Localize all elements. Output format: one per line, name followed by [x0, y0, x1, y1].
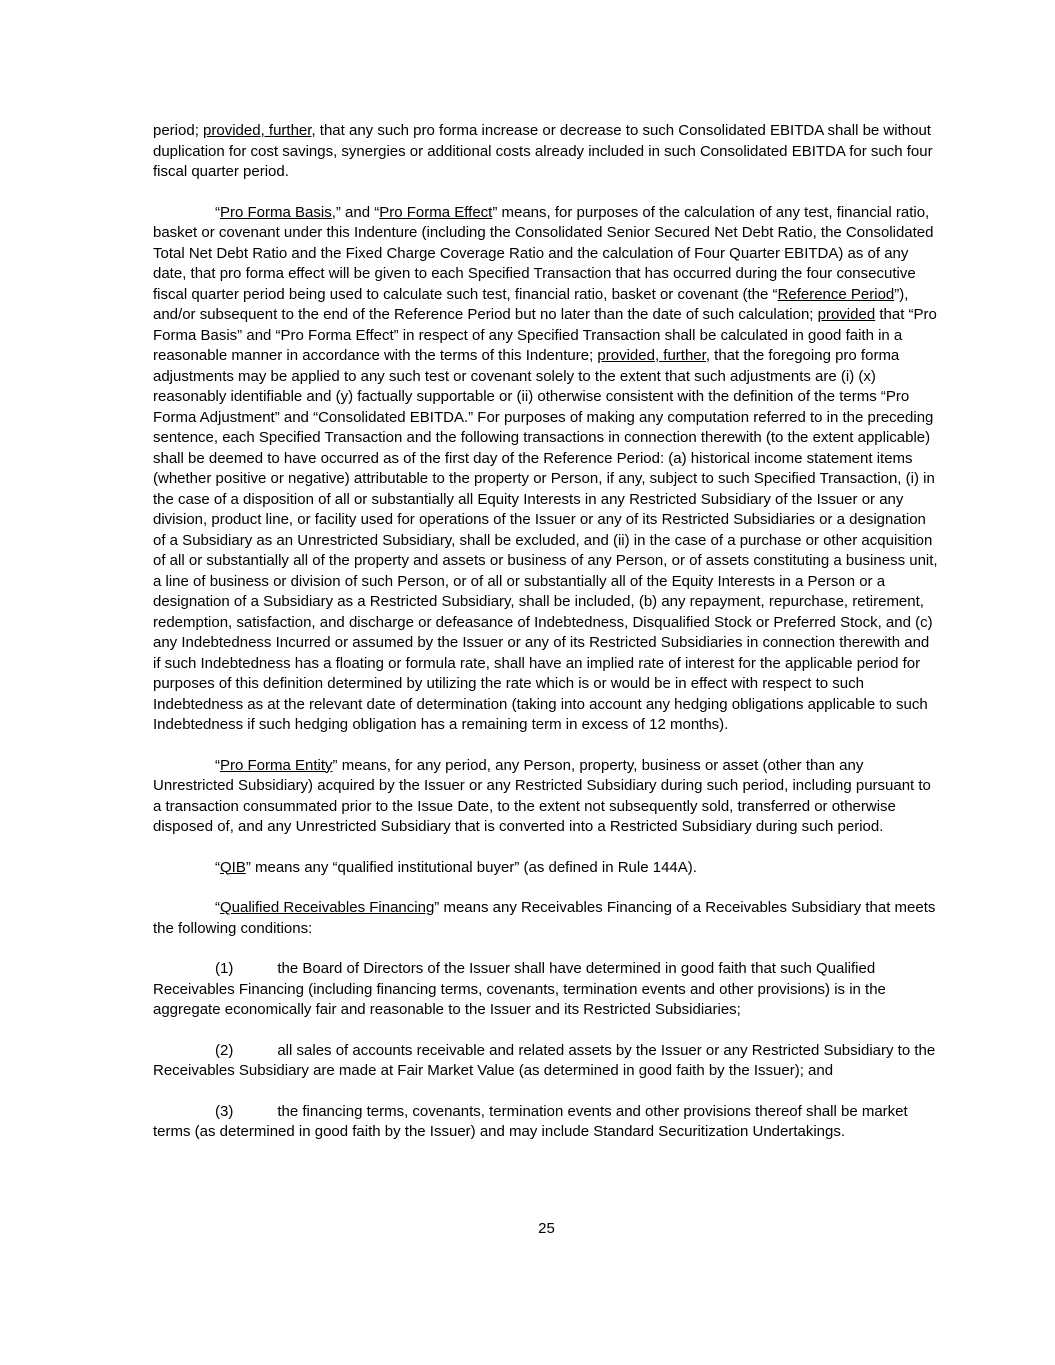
text-run: ” means, for any period, any Person, property, business or asset (other than any Unrestricted Subsidiary) acquired by the Issuer or any Restricted Subsidiary during such period, including pursuant to a transaction consummated prior to the Issue Date, to the extent not subsequently sold, transferred or otherwise disposed of, and any Unrestricted Subsidiary that is converted into a Restricted Subsidiary during such period. [153, 756, 931, 835]
paragraph-qib [153, 858, 940, 879]
paragraph-ebitda-continuation [153, 121, 940, 183]
numbered-clause-2 [153, 1041, 940, 1082]
text-run: ”), and/or subsequent to the end of the Reference Period but no later than the date of such calculation; [153, 285, 909, 323]
paragraph-pro-forma-basis [153, 203, 940, 736]
clause-number: (2) [215, 1041, 234, 1059]
text-run: “ [215, 756, 220, 774]
proviso-term: provided, further [203, 122, 312, 139]
text-run: “ [215, 858, 220, 876]
paragraph-pro-forma-entity [153, 756, 940, 838]
clause-number: (3) [215, 1102, 234, 1120]
text-run: all sales of accounts receivable and related assets by the Issuer or any Restricted Subsidiary to the Receivables Subsidiary are made at Fair Market Value (as determined in good faith by the Issuer); and [153, 1041, 936, 1079]
numbered-clause-3 [153, 1102, 940, 1143]
proviso-term: provided [817, 306, 876, 323]
text-run: “ [215, 899, 220, 916]
text-run: ” means any Receivables Financing of a Receivables Subsidiary that meets the following conditions: [153, 899, 936, 937]
defined-term-reference-period: Reference Period [777, 285, 895, 303]
text-run: ” means any “qualified institutional buyer” (as defined in Rule 144A). [245, 858, 697, 876]
defined-term-pro-forma-entity: Pro Forma Entity [220, 756, 333, 774]
proviso-term: provided, further [597, 347, 706, 364]
text-run: the financing terms, covenants, termination events and other provisions thereof shall be market terms (as determined in good faith by the Issuer) and may include Standard Securitization Undertakings. [153, 1102, 908, 1140]
text-run: “ [215, 203, 220, 221]
defined-term-qib: QIB [220, 858, 246, 876]
defined-term-pro-forma-basis: Pro Forma Basis [220, 203, 332, 221]
document-body [153, 121, 940, 1163]
text-run: ” means, for purposes of the calculation of any test, financial ratio, basket or covenant under this Indenture (including the Consolidated Senior Secured Net Debt Ratio, the Consolidated Total Net Debt Ratio and the Fixed Charge Coverage Ratio and the calculation of Four Quarter EBITDA) as of any date, that pro forma effect will be given to each Specified Transaction that has occurred during the four consecutive fiscal quarter period being used to calculate such test, financial ratio, basket or covenant (the “ [153, 203, 934, 303]
page-number: 25 [538, 1220, 555, 1237]
numbered-clause-1 [153, 959, 940, 1021]
text-run: period; [153, 122, 204, 139]
text-run: , that the foregoing pro forma adjustments may be applied to any such test or covenant solely to the extent that such adjustments are (i) (x) reasonably identifiable and (y) factually supportable or (ii) otherwise consistent with the definition of the terms “Pro Forma Adjustment” and “Consolidated EBITDA.” For purposes of making any computation referred to in the preceding sentence, each Specified Transaction and the following transactions in connection therewith (to the extent applicable) shall be deemed to have occurred as of the first day of the Reference Period: (a) historical income statement items (whether positive or negative) attributable to the property or Person, if any, subject to such Specified Transaction, (i) in the case of a disposition of all or substantially all Equity Interests in any Restricted Subsidiary of the Issuer or any division, product line, or facility used for operations of the Issuer or any of its Restricted Subsidiaries or a designation of a Subsidiary as an Unrestricted Subsidiary, shall be excluded, and (ii) in the case of a purchase or other acquisition of all or substantially all of the property and assets or business of any Person, or of assets constituting a business unit, a line of business or division of such Person, or of all or substantially all of the Equity Interests in a Person or a designation of a Subsidiary as a Restricted Subsidiary, shall be included, (b) any repayment, repurchase, retirement, redemption, satisfaction, and discharge or defeasance of Indebtedness, Disqualified Stock or Preferred Stock, and (c) any Indebtedness Incurred or assumed by the Issuer or any of its Restricted Subsidiaries in connection therewith and if such Indebtedness has a floating or formula rate, shall have an implied rate of interest for the applicable period for purposes of this definition determined by utilizing the rate which is or would be in effect with respect to such Indebtedness as at the relevant date of determination (taking into account any hedging obligations applicable to such Indebtedness if such hedging obligation has a remaining term in excess of 12 months). [153, 347, 938, 733]
text-run: , that any such pro forma increase or decrease to such Consolidated EBITDA shall be without duplication for cost savings, synergies or additional costs already included in such Consolidated EBITDA for such four fiscal quarter period. [153, 122, 933, 180]
text-run: that “Pro Forma Basis” and “Pro Forma Effect” in respect of any Specified Transaction shall be calculated in good faith in a reasonable manner in accordance with the terms of this Indenture; [153, 306, 937, 364]
defined-term-pro-forma-effect: Pro Forma Effect [379, 203, 493, 221]
text-run: the Board of Directors of the Issuer shall have determined in good faith that such Qualified Receivables Financing (including financing terms, covenants, termination events and other provisions) is in the aggregate economically fair and reasonable to the Issuer and its Restricted Subsidiaries; [153, 960, 886, 1018]
clause-number: (1) [215, 960, 234, 977]
text-run: ,” and “ [331, 203, 380, 221]
paragraph-qualified-receivables-financing [153, 898, 940, 939]
defined-term-qualified-receivables-financing: Qualified Receivables Financing [220, 899, 435, 916]
